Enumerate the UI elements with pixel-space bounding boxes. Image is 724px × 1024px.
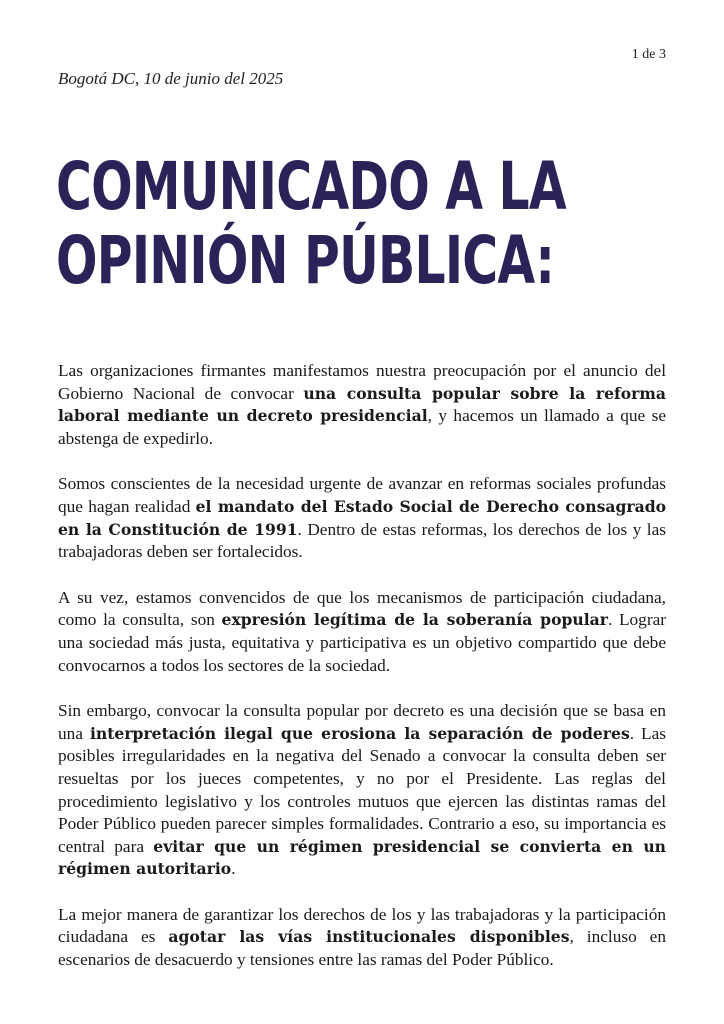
bold-emphasis: una consulta popular sobre la reforma laboral mediante un decreto presidencial (58, 383, 666, 426)
bold-emphasis: interpretación ilegal que erosiona la separación de poderes (89, 723, 630, 743)
bold-emphasis: agotar las vías institucionales disponibles (168, 927, 570, 947)
paragraph-text: . Lograr una sociedad más justa, equitativa y participativa es un objetivo compartido que debe convocarnos a todos los sectores de la sociedad. (58, 610, 666, 675)
page-number: 1 de 3 (631, 47, 666, 62)
paragraph-text: La mejor manera de garantizar los derechos de los y las trabajadoras y la participación ciudadana es (58, 904, 666, 947)
title-line-2: OPINIÓN PÚBLICA: (56, 222, 555, 299)
paragraph-5 (58, 904, 666, 972)
paragraph-text: A su vez, estamos convencidos de que los mecanismos de participación ciudadana, como la consulta, son (58, 587, 666, 630)
paragraph-2 (58, 473, 666, 563)
paragraph-3 (58, 587, 666, 677)
bold-emphasis: expresión legítima de la soberanía popular (221, 610, 608, 630)
paragraph-1 (58, 360, 666, 450)
paragraph-text: . Dentro de estas reformas, los derechos de los y las trabajadoras deben ser fortalecidos. (58, 519, 666, 562)
paragraph-4 (58, 700, 666, 881)
body-text (58, 360, 666, 995)
paragraph-text: . (231, 859, 236, 879)
paragraph-text: , y hacemos un llamado a que se abstenga de expedirlo. (58, 406, 666, 448)
dateline: Bogotá DC, 10 de junio del 2025 (58, 69, 284, 88)
paragraph-text: Las organizaciones firmantes manifestamos nuestra preocupación por el anuncio del Gobierno Nacional de convocar (58, 361, 666, 403)
paragraph-text: Sin embargo, convocar la consulta popular por decreto es una decisión que se basa en una (58, 701, 666, 743)
paragraph-text: . Las posibles irregularidades en la negativa del Senado a convocar la consulta deben ser resueltas por los jueces competentes, y no por el Presidente. Las reglas del procedimiento legislativo y los controles mutuos que ejercen las distintas ramas del Poder Público pueden parecer simples formalidades. Contrario a eso, su importancia es central para (58, 723, 666, 856)
bold-emphasis: el mandato del Estado Social de Derecho consagrado en la Constitución de 1991 (58, 496, 666, 539)
paragraph-text: Somos conscientes de la necesidad urgente de avanzar en reformas sociales profundas que hagan realidad (58, 474, 666, 516)
bold-emphasis: evitar que un régimen presidencial se convierta en un régimen autoritario (58, 836, 666, 879)
title-line-1: COMUNICADO A LA (56, 148, 566, 225)
paragraph-text: , incluso en escenarios de desacuerdo y tensiones entre las ramas del Poder Público. (58, 927, 666, 970)
page-title (56, 150, 566, 298)
